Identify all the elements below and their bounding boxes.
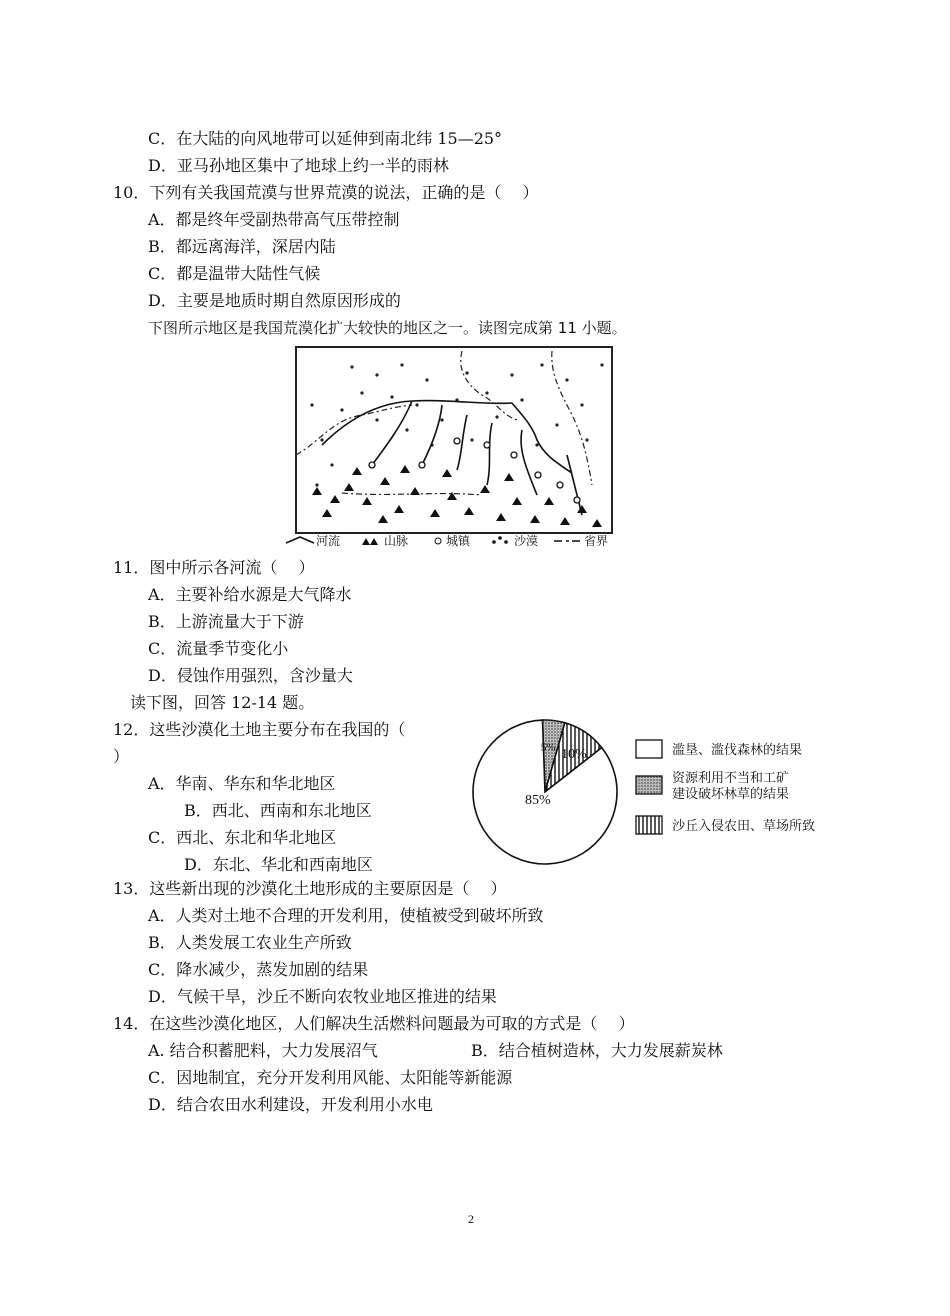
q12-option-b: B．西北、西南和东北地区 — [184, 801, 372, 820]
q9-option-c: C．在大陆的向风地带可以延伸到南北纬 15—25° — [148, 129, 503, 148]
legend-desert: 沙漠 — [514, 534, 539, 548]
q13-option-a: A．人类对土地不合理的开发利用，使植被受到破坏所致 — [148, 906, 544, 925]
q10-stem: 10．下列有关我国荒漠与世界荒漠的说法，正确的是（ ） — [113, 183, 539, 202]
q10-option-a: A．都是终年受副热带高气压带控制 — [148, 210, 400, 229]
q11-stem: 11．图中所示各河流（ ） — [113, 558, 315, 577]
legend-label-3: 沙丘入侵农田、草场所致 — [672, 819, 816, 834]
pie-label-10: 10% — [561, 747, 587, 763]
desertification-map — [282, 345, 618, 551]
q10-option-d: D．主要是地质时期自然原因形成的 — [148, 291, 401, 310]
q13-stem: 13．这些新出现的沙漠化土地形成的主要原因是（ ） — [113, 879, 507, 898]
q11-option-a: A．主要补给水源是大气降水 — [148, 585, 352, 604]
q11-option-d: D．侵蚀作用强烈，含沙量大 — [148, 666, 353, 685]
legend-river: 河流 — [316, 534, 341, 548]
legend-town: 城镇 — [446, 534, 471, 548]
river-legend-icon — [286, 537, 314, 543]
q14-option-a: A. 结合积蓄肥料，大力发展沼气 — [148, 1041, 378, 1060]
q10-option-b: B．都远离海洋，深居内陆 — [148, 237, 336, 256]
legend-label-2-line1: 资源利用不当和工矿 — [672, 771, 790, 786]
legend-label-1: 滥垦、滥伐森林的结果 — [672, 743, 803, 758]
page-number: 2 — [468, 1212, 474, 1226]
q14-option-c: C．因地制宜，充分开发利用风能、太阳能等新能源 — [148, 1068, 513, 1087]
q12-stem-close: ） — [113, 747, 130, 766]
legend-swatch-2 — [636, 776, 662, 794]
map-legend — [286, 533, 608, 548]
q14-option-d: D．结合农田水利建设，开发利用小水电 — [148, 1095, 433, 1114]
q13-option-b: B．人类发展工农业生产所致 — [148, 933, 352, 952]
pie-label-5: 5% — [540, 741, 556, 754]
q12-stem: 12．这些沙漠化土地主要分布在我国的（ — [113, 720, 406, 739]
read-intro: 读下图，回答 12-14 题。 — [130, 693, 315, 712]
q13-option-c: C．降水减少，蒸发加剧的结果 — [148, 960, 369, 979]
legend-mountain: 山脉 — [384, 534, 409, 548]
legend-border: 省界 — [584, 534, 609, 548]
q11-option-b: B．上游流量大于下游 — [148, 612, 304, 631]
q12-option-a: A．华南、华东和华北地区 — [148, 774, 336, 793]
legend-label-2-line2: 建设破坏林草的结果 — [672, 787, 790, 802]
q12-option-c: C．西北、东北和华北地区 — [148, 828, 337, 847]
q9-option-d: D．亚马孙地区集中了地球上约一半的雨林 — [148, 156, 449, 175]
map-intro: 下图所示地区是我国荒漠化扩大较快的地区之一。读图完成第 11 小题。 — [148, 319, 627, 337]
q11-option-c: C．流量季节变化小 — [148, 639, 289, 658]
q10-option-c: C．都是温带大陆性气候 — [148, 264, 321, 283]
mountain-legend-icon — [362, 538, 378, 545]
legend-swatch-1 — [636, 740, 662, 758]
desert-legend-icon — [492, 536, 508, 544]
q14-stem: 14．在这些沙漠化地区，人们解决生活燃料问题最为可取的方式是（ ） — [113, 1014, 635, 1033]
pie-label-85: 85% — [525, 793, 551, 808]
q13-option-d: D．气候干旱，沙丘不断向农牧业地区推进的结果 — [148, 987, 497, 1006]
pie-legend — [636, 740, 815, 834]
cause-pie-chart — [470, 716, 860, 868]
q12-option-d: D．东北、华北和西南地区 — [184, 855, 373, 874]
q14-option-b: B．结合植树造林，大力发展薪炭林 — [471, 1041, 723, 1060]
legend-swatch-3 — [636, 816, 662, 834]
town-legend-icon — [435, 538, 441, 544]
